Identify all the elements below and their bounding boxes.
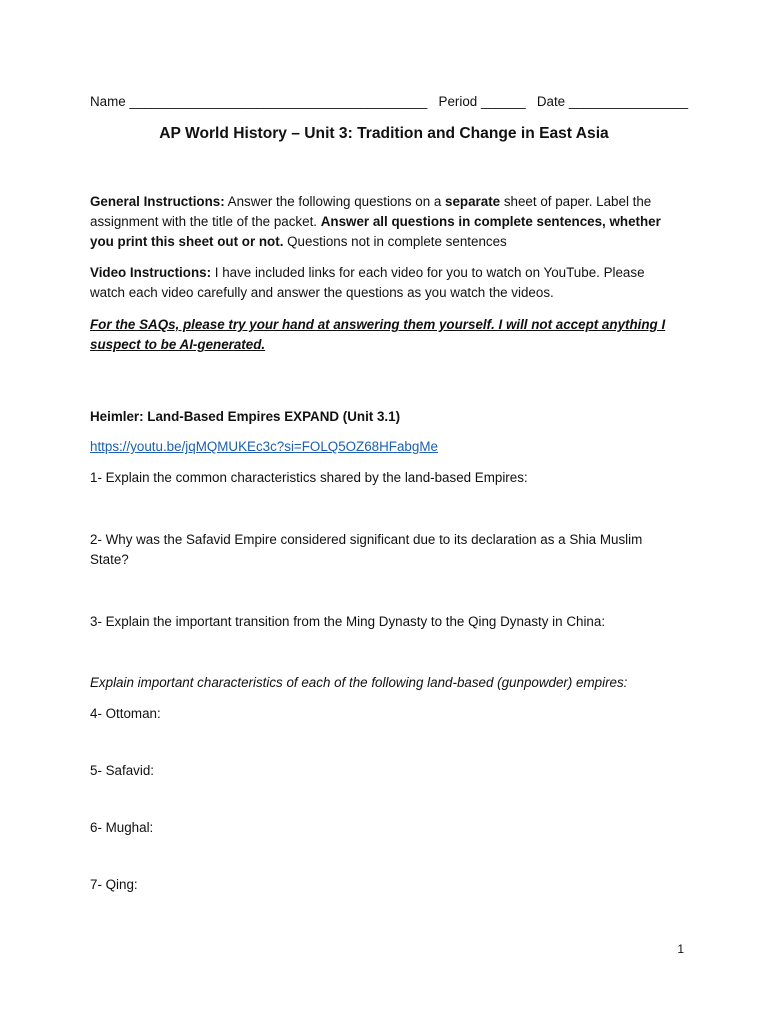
- page-number: 1: [677, 942, 684, 956]
- general-text-3: Questions not in complete sentences: [283, 234, 507, 249]
- question-5: 5- Safavid:: [90, 763, 155, 778]
- name-blank: ________________________________________: [129, 94, 428, 109]
- section-heading: Heimler: Land-Based Empires EXPAND (Unit 3.1): [90, 409, 401, 424]
- general-text-1: Answer the following questions on a: [224, 194, 446, 209]
- empires-instruction: Explain important characteristics of each of the following land-based (gunpowder) empires:: [90, 675, 628, 690]
- video-instructions: [90, 263, 680, 303]
- general-bold-separate: separate: [445, 194, 501, 209]
- general-text-2: sheet of paper. Label the assignment with the title of the packet.: [90, 194, 652, 229]
- name-label: Name: [90, 94, 126, 109]
- question-1: 1- Explain the common characteristics shared by the land-based Empires:: [90, 470, 528, 485]
- question-6: 6- Mughal:: [90, 820, 154, 835]
- date-blank: ________________: [568, 94, 689, 109]
- general-instructions-label: General Instructions:: [90, 194, 225, 209]
- video-instructions-label: Video Instructions:: [90, 265, 212, 280]
- general-instructions: [90, 192, 680, 252]
- question-2: 2- Why was the Safavid Empire considered significant due to its declaration as a Shia Muslim State?: [90, 532, 643, 567]
- question-7: 7- Qing:: [90, 877, 138, 892]
- period-blank: ______: [480, 94, 526, 109]
- header-fields: [90, 92, 689, 112]
- general-bold-complete-sentences: Answer all questions in complete sentences, whether you print this sheet out or not.: [90, 214, 661, 249]
- period-label: Period: [438, 94, 478, 109]
- question-3: 3- Explain the important transition from the Ming Dynasty to the Qing Dynasty in China:: [90, 614, 606, 629]
- video-instructions-text: I have included links for each video for you to watch on YouTube. Please watch each video carefully and answer the questions as you watch the videos.: [90, 265, 645, 300]
- date-label: Date: [536, 94, 566, 109]
- video-link[interactable]: https://youtu.be/jqMQMUKEc3c?si=FOLQ5OZ68HFabgMe: [90, 439, 438, 454]
- question-4: 4- Ottoman:: [90, 706, 161, 721]
- page-title: AP World History – Unit 3: Tradition and Change in East Asia: [159, 125, 609, 142]
- sao-note: For the SAQs, please try your hand at answering them yourself. I will not accept anything I suspect to be AI-generated.: [90, 317, 666, 352]
